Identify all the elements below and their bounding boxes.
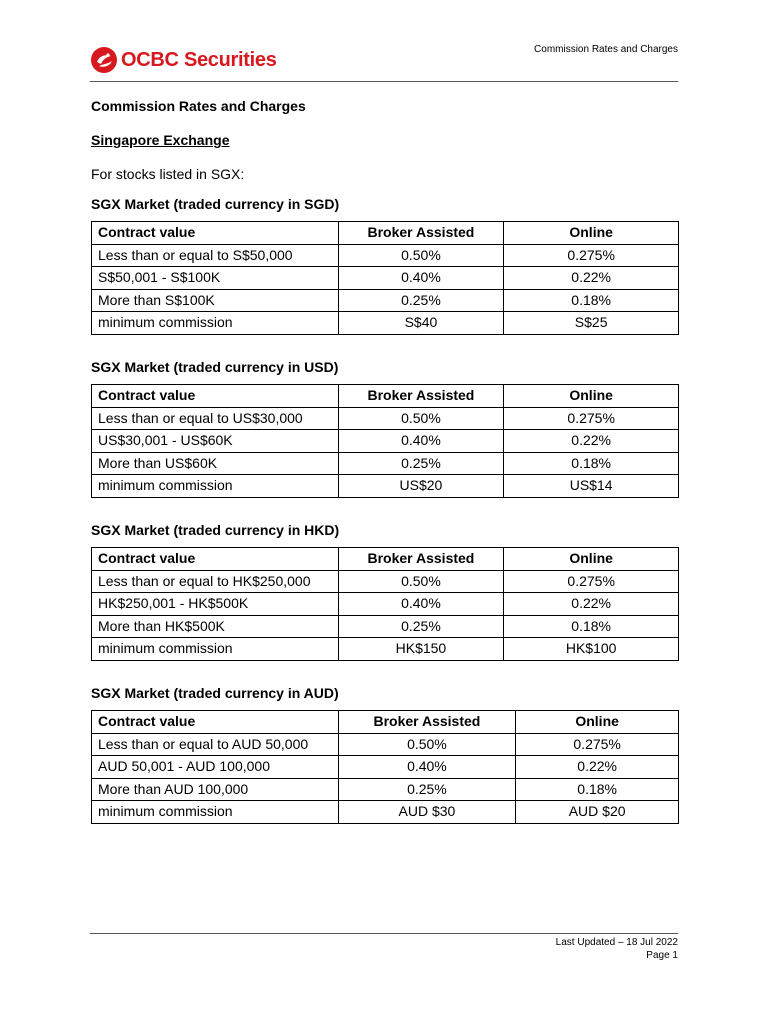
table-cell: S$40 (338, 312, 504, 335)
table-cell: More than AUD 100,000 (92, 778, 339, 801)
table-cell: 0.22% (504, 593, 679, 616)
table-cell: 0.50% (338, 407, 504, 430)
table-row (92, 615, 679, 638)
table-cell: 0.40% (338, 593, 504, 616)
column-header: Online (504, 548, 679, 571)
document-title: Commission Rates and Charges (91, 98, 306, 114)
table-cell: S$25 (504, 312, 679, 335)
last-updated-text: Last Updated – 18 Jul 2022 (555, 937, 678, 948)
table-row (92, 475, 679, 498)
table-cell: 0.22% (504, 430, 679, 453)
column-header: Contract value (92, 385, 339, 408)
table-row (92, 244, 679, 267)
hkd-rates-table (91, 547, 679, 661)
table-cell: 0.25% (338, 778, 516, 801)
table-cell: AUD $30 (338, 801, 516, 824)
table-header-row (92, 548, 679, 571)
table-cell: Less than or equal to S$50,000 (92, 244, 339, 267)
table-cell: 0.275% (504, 407, 679, 430)
table-cell: 0.40% (338, 430, 504, 453)
usd-rates-table (91, 384, 679, 498)
table-header-row (92, 711, 679, 734)
table-cell: 0.50% (338, 733, 516, 756)
column-header: Broker Assisted (338, 711, 516, 734)
table-cell: 0.22% (504, 267, 679, 290)
table-cell: 0.275% (504, 570, 679, 593)
table-cell: HK$250,001 - HK$500K (92, 593, 339, 616)
ocbc-lion-icon (90, 46, 118, 74)
aud-rates-table (91, 710, 679, 824)
table-cell: 0.18% (504, 289, 679, 312)
table-row (92, 593, 679, 616)
intro-text: For stocks listed in SGX: (91, 166, 245, 182)
table-cell: 0.50% (338, 244, 504, 267)
column-header: Online (504, 222, 679, 245)
table-cell: S$50,001 - S$100K (92, 267, 339, 290)
column-header: Contract value (92, 222, 339, 245)
table-cell: 0.40% (338, 756, 516, 779)
table-cell: More than US$60K (92, 452, 339, 475)
table-cell: More than S$100K (92, 289, 339, 312)
table-cell: 0.22% (516, 756, 679, 779)
column-header: Online (516, 711, 679, 734)
logo-wordmark: OCBC Securities (121, 48, 277, 71)
table-row (92, 430, 679, 453)
table-cell: AUD $20 (516, 801, 679, 824)
column-header: Broker Assisted (338, 548, 504, 571)
column-header: Contract value (92, 548, 339, 571)
table-cell: 0.40% (338, 267, 504, 290)
table-cell: More than HK$500K (92, 615, 339, 638)
table-cell: 0.25% (338, 615, 504, 638)
footer-divider (90, 933, 678, 934)
page-footer (556, 936, 678, 962)
table-cell: US$20 (338, 475, 504, 498)
table-cell: 0.18% (504, 452, 679, 475)
header-title: Commission Rates and Charges (534, 44, 678, 55)
column-header: Online (504, 385, 679, 408)
table-cell: minimum commission (92, 801, 339, 824)
section-title: Singapore Exchange (91, 132, 230, 148)
table-row (92, 312, 679, 335)
table-row (92, 570, 679, 593)
table-cell: minimum commission (92, 475, 339, 498)
table-cell: 0.275% (504, 244, 679, 267)
table-cell: AUD 50,001 - AUD 100,000 (92, 756, 339, 779)
sgd-table-heading: SGX Market (traded currency in SGD) (91, 196, 340, 212)
table-row (92, 733, 679, 756)
aud-table-heading: SGX Market (traded currency in AUD) (91, 685, 339, 701)
table-cell: US$14 (504, 475, 679, 498)
table-row (92, 289, 679, 312)
table-row (92, 452, 679, 475)
column-header: Broker Assisted (338, 222, 504, 245)
table-cell: Less than or equal to HK$250,000 (92, 570, 339, 593)
page-header (90, 38, 678, 82)
page-number: Page 1 (646, 950, 678, 961)
table-row (92, 756, 679, 779)
table-row (92, 267, 679, 290)
table-row (92, 407, 679, 430)
table-row (92, 778, 679, 801)
table-cell: Less than or equal to US$30,000 (92, 407, 339, 430)
table-cell: 0.18% (516, 778, 679, 801)
table-cell: HK$100 (504, 638, 679, 661)
table-cell: 0.275% (516, 733, 679, 756)
header-divider (90, 81, 678, 82)
table-cell: minimum commission (92, 638, 339, 661)
usd-table-heading: SGX Market (traded currency in USD) (91, 359, 339, 375)
table-header-row (92, 385, 679, 408)
table-cell: 0.50% (338, 570, 504, 593)
table-cell: US$30,001 - US$60K (92, 430, 339, 453)
table-cell: Less than or equal to AUD 50,000 (92, 733, 339, 756)
hkd-table-heading: SGX Market (traded currency in HKD) (91, 522, 340, 538)
column-header: Contract value (92, 711, 339, 734)
table-cell: HK$150 (338, 638, 504, 661)
table-cell: minimum commission (92, 312, 339, 335)
column-header: Broker Assisted (338, 385, 504, 408)
table-cell: 0.25% (338, 289, 504, 312)
table-cell: 0.18% (504, 615, 679, 638)
table-row (92, 638, 679, 661)
sgd-rates-table (91, 221, 679, 335)
table-header-row (92, 222, 679, 245)
table-cell: 0.25% (338, 452, 504, 475)
table-row (92, 801, 679, 824)
ocbc-logo (90, 46, 277, 74)
